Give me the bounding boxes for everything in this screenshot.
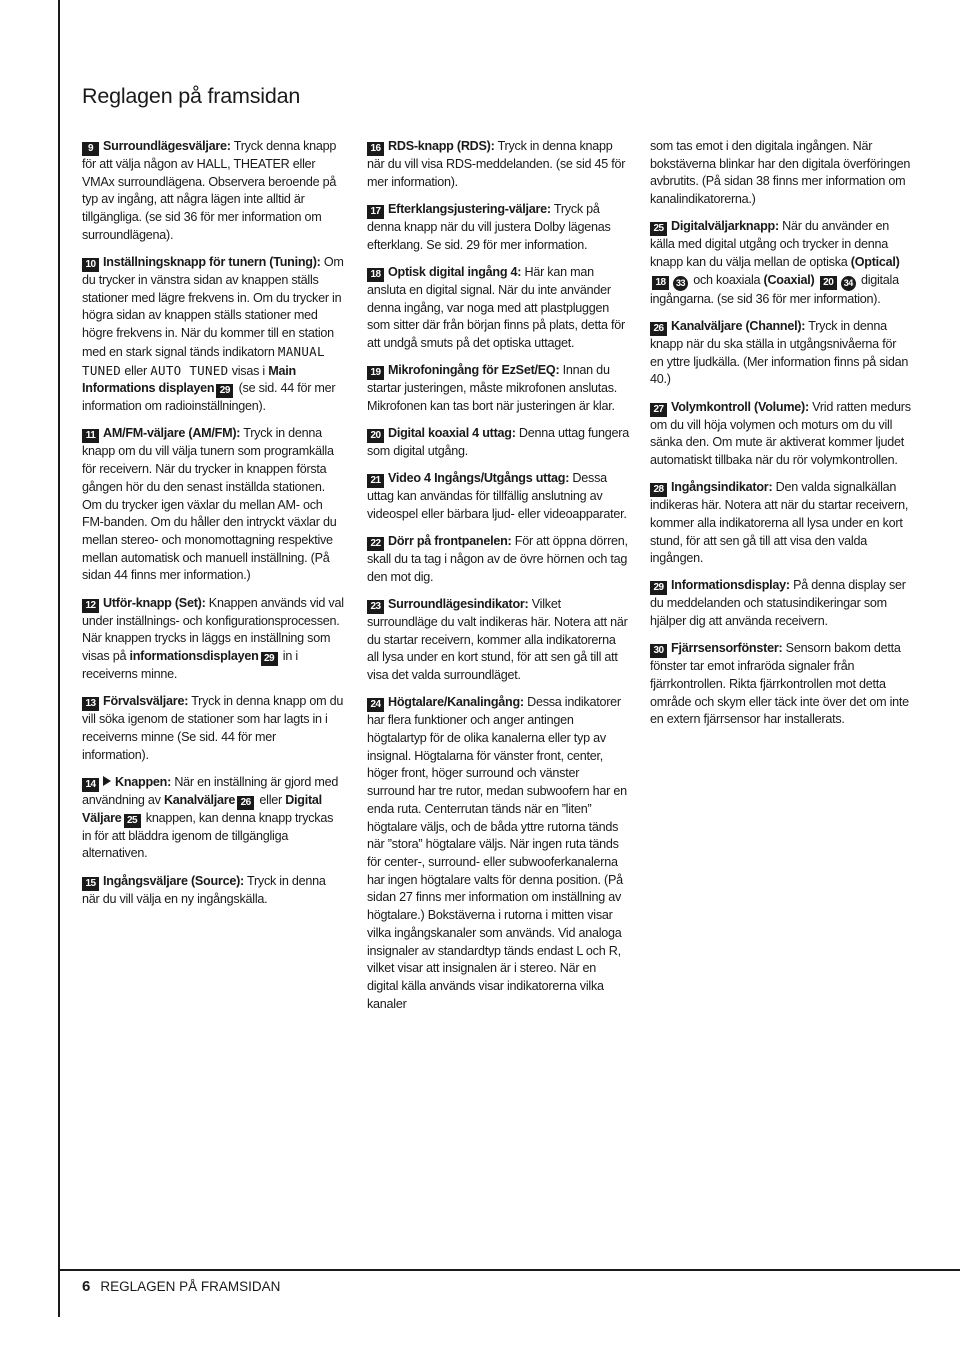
item-heading: Knappen: [115, 774, 172, 789]
item-heading: Digital koaxial 4 uttag: [388, 426, 516, 441]
item-23 [367, 596, 629, 685]
item-text: Den valda signalkällan indikeras här. Notera att när du startar receivern, kommer alla indikatorerna all lysa under en kort stund, för att sen gå till att visa den valda ingången. [650, 480, 909, 566]
item-text: Tryck på denna knapp när du vill justera Dolby lägenas efterklang. Se sid. 29 för mer information. [367, 201, 611, 252]
page-title: Reglagen på framsidan [82, 84, 301, 108]
page-number: 6 [82, 1278, 91, 1295]
play-arrow-icon [103, 776, 111, 786]
ref-badge: 20 [820, 276, 837, 290]
item-heading: Dörr på frontpanelen: [388, 534, 512, 549]
item-text: På denna display ser du meddelanden och statusindikeringar som hjälper dig att använda receivern. [650, 578, 906, 629]
item-28 [650, 479, 912, 568]
number-badge: 23 [367, 600, 384, 614]
item-21 [367, 470, 629, 523]
number-badge: 25 [650, 222, 667, 236]
number-badge: 20 [367, 429, 384, 443]
item-18 [367, 264, 629, 353]
item-27 [650, 399, 912, 470]
item-10 [82, 254, 344, 416]
item-26 [650, 318, 912, 389]
number-badge: 28 [650, 483, 667, 497]
number-badge: 21 [367, 474, 384, 488]
column-middle [367, 138, 629, 1023]
number-badge: 24 [367, 698, 384, 712]
bold-term: Main Informations displayen [82, 363, 296, 396]
item-30 [650, 640, 912, 729]
item-heading: Volymkontroll (Volume): [671, 399, 809, 414]
bold-term: Kanalväljare [163, 792, 236, 807]
item-text: knappen, kan denna knapp tryckas in för att bläddra igenom de tillgängliga alternativen. [82, 810, 334, 861]
number-badge: 9 [82, 142, 99, 156]
ref-badge: 26 [237, 796, 254, 810]
footer-rule [58, 1269, 960, 1271]
column-left [82, 138, 344, 918]
number-badge: 29 [650, 581, 667, 595]
item-24 [367, 694, 629, 1013]
number-badge: 16 [367, 142, 384, 156]
item-text: eller [256, 792, 286, 807]
item-heading: Utför-knapp (Set): [103, 595, 206, 610]
ref-badge: 29 [216, 384, 233, 398]
item-text: eller [121, 363, 151, 378]
item-text: Tryck in denna knapp om du vill söka igenom de stationer som har lagts in i receiverns minne (Se sid. 44 för mer information). [82, 694, 344, 762]
item-25 [650, 218, 912, 308]
item-text: Vrid ratten medurs om du vill höja volymen och moturs om du vill sänka den. Om mute är aktiverat kommer ljudet automatiskt tillbaka när du rör volymkontrollen. [650, 399, 911, 467]
number-badge: 12 [82, 599, 99, 613]
ref-circle-badge: 34 [841, 276, 856, 291]
item-14 [82, 774, 344, 863]
item-heading: Optisk digital ingång 4: [388, 264, 522, 279]
number-badge: 10 [82, 258, 99, 272]
item-text: När du använder en källa med digital utgång och trycker in denna knapp kan du välja mellan de optiska [650, 219, 890, 270]
item-text: Dessa uttag kan användas för tillfällig anslutning av videospel eller bärbara ljud- eller videoapparater. [367, 471, 627, 521]
number-badge: 27 [650, 403, 667, 417]
item-heading: Surroundlägesindikator: [388, 597, 529, 612]
item-heading: Fjärrsensorfönster: [671, 641, 783, 656]
column-right [650, 138, 912, 739]
number-badge: 30 [650, 644, 667, 658]
item-heading: Ingångsindikator: [671, 480, 773, 495]
item-text: digitala ingångarna. (se sid 36 för mer information). [650, 272, 899, 306]
item-heading: Video 4 Ingångs/Utgångs uttag: [388, 471, 570, 486]
number-badge: 15 [82, 877, 99, 891]
item-heading: Kanalväljare (Channel): [671, 318, 806, 333]
item-text: Dessa indikatorer har flera funktioner och anger antingen högtalartyp för de olika kanalerna eller typ av insignal. Högtalarna för vänster front, center, höger front, höger surround och vänster surround har tre rutor, medan subwoofern har en enda ruta. Centerrutan tänds när en ”liten” högtalare väljs, och de båda yttre rutorna tänds när ”stora” högtalare väljs. När ingen ruta tänds för center-, surround- eller subwooferkanalerna har ingen högtalare valts för denna position. (På sidan 27 finns mer information om inställning av högtalare.) Bokstäverna i rutorna i mitten visar vilka ingångskanaler som används. Vid analoga insignaler av standardtyp tänds endast L och R, vilket visar att insignalen är i stereo. När en digital källa används visar indikatorerna vilka kanaler [367, 695, 627, 1011]
item-29 [650, 577, 912, 630]
number-badge: 11 [82, 429, 99, 443]
bold-term: Digital Väljare [82, 792, 322, 825]
item-text: (se sid. 44 för mer information om radioinställningen). [82, 381, 336, 414]
item-heading: Högtalare/Kanalingång: [388, 695, 524, 710]
item-text: Knappen används vid val under inställnings- och konfigurationsprocessen. När knappen trycks in läggs en inställning som visas på [82, 595, 344, 663]
item-text: Här kan man ansluta en digital signal. När du inte använder denna ingång, var noga med att plastpluggen som sitter där från början finns på plats, detta för att undgå smuts på det optiska uttaget. [367, 264, 625, 350]
item-text: Sensorn bakom detta fönster tar emot infraröda signaler från fjärrkontrollen. Rikta fjärrkontrollen mot detta område och skym eller täck inte över det om inte en extern fjärrsensor har installerats. [650, 641, 909, 727]
item-15 [82, 873, 344, 909]
item-17 [367, 201, 629, 254]
item-13 [82, 693, 344, 764]
number-badge: 19 [367, 366, 384, 380]
item-16 [367, 138, 629, 191]
item-text: För att öppna dörren, skall du ta tag i någon av de övre hörnen och tag den mot dig. [367, 534, 628, 584]
item-text: Tryck denna knapp för att välja någon av HALL, THEATER eller VMAx surroundlägena. Observera beroende på typ av ingång, att några lägen inte alltid är tillgängliga. (se sid 36 för mer information om surroundlägena). [82, 139, 337, 242]
lcd-indicator-manual: MANUAL TUNED [82, 343, 325, 378]
ref-badge: 18 [652, 276, 669, 290]
number-badge: 26 [650, 322, 667, 336]
item-text: Tryck in denna knapp när du vill visa RDS-meddelanden. (se sid 45 för mer information). [367, 139, 626, 189]
number-badge: 14 [82, 778, 99, 792]
number-badge: 13 [82, 697, 99, 711]
item-text: Innan du startar justeringen, måste mikrofonen anslutas. Mikrofonen kan tas bort när justeringen är klar. [367, 363, 618, 413]
ref-badge: 25 [124, 814, 141, 828]
bold-term: (Coaxial) [763, 272, 815, 287]
item-24-continued [650, 138, 912, 209]
ref-badge: 29 [261, 652, 278, 666]
item-22 [367, 533, 629, 586]
item-text: Vilket surroundläge du valt indikeras här. Notera att när du startar receivern, kommer alla indikatorerna all lysa under en kort stund, för att sen gå till att visa det valda surroundläget. [367, 597, 628, 683]
bold-term: (Optical) [850, 255, 900, 270]
item-9 [82, 138, 344, 245]
item-text: och koaxiala [690, 272, 764, 287]
item-text: När en inställning är gjord med användning av [82, 774, 339, 807]
item-heading: AM/FM-väljare (AM/FM): [103, 426, 241, 441]
item-heading: RDS-knapp (RDS): [388, 139, 495, 153]
page-footer [82, 1278, 280, 1295]
item-text: Om du trycker in vänstra sidan av knappen ställs stationer med lägre frekvens in. Om du trycker in högra sidan av knappen ställs stationer med högre frekvens in. När du kommer till en station med en stark signal tänds indikatorn [82, 255, 344, 359]
footer-section-title: REGLAGEN PÅ FRAMSIDAN [100, 1279, 281, 1294]
item-text: visas i [228, 363, 269, 378]
item-text: som tas emot i den digitala ingången. När bokstäverna blinkar har den digitala överföringen avbrutits. (På sidan 38 finns mer information om kanalindikatorerna.) [650, 139, 911, 207]
left-margin-rule [58, 0, 60, 1317]
item-heading: Efterklangsjustering-väljare: [388, 201, 551, 216]
item-20 [367, 425, 629, 461]
item-heading: Digitalväljarknapp: [671, 219, 779, 234]
item-text: Tryck in denna när du vill välja en ny ingångskälla. [82, 873, 326, 906]
item-12 [82, 595, 344, 684]
item-19 [367, 362, 629, 415]
item-text: in i receiverns minne. [82, 648, 298, 681]
ref-circle-badge: 33 [673, 276, 688, 291]
item-text: Tryck in denna knapp om du vill välja tunern som programkälla för receivern. När du trycker in knappen första gången hör du den senast inställda stationen. Om du trycker igen växlar du mellan AM- och FM-banden. Om du håller den intryckt växlar du mellan stereo- och monomottagning respektive mellan automatisk och manuell inställning. (På sidan 44 finns mer information.) [82, 426, 337, 583]
item-heading: Surroundlägesväljare: [103, 139, 231, 153]
lcd-indicator-auto: AUTO TUNED [150, 362, 229, 378]
item-text: Denna uttag fungera som digital utgång. [367, 426, 630, 459]
number-badge: 17 [367, 205, 384, 219]
item-heading: Mikrofoningång för EzSet/EQ: [388, 363, 560, 378]
number-badge: 22 [367, 537, 384, 551]
number-badge: 18 [367, 268, 384, 282]
item-11 [82, 425, 344, 585]
bold-term: informationsdisplayen [129, 648, 259, 663]
item-heading: Inställningsknapp för tunern (Tuning): [103, 255, 321, 270]
item-heading: Ingångsväljare (Source): [103, 873, 244, 888]
item-text: Tryck in denna knapp när du ska ställa in utgångsnivåerna för en yttre ljudkälla. (Mer information finns på sidan 40.) [650, 318, 909, 387]
item-heading: Förvalsväljare: [103, 694, 189, 709]
item-heading: Informationsdisplay: [671, 578, 790, 593]
